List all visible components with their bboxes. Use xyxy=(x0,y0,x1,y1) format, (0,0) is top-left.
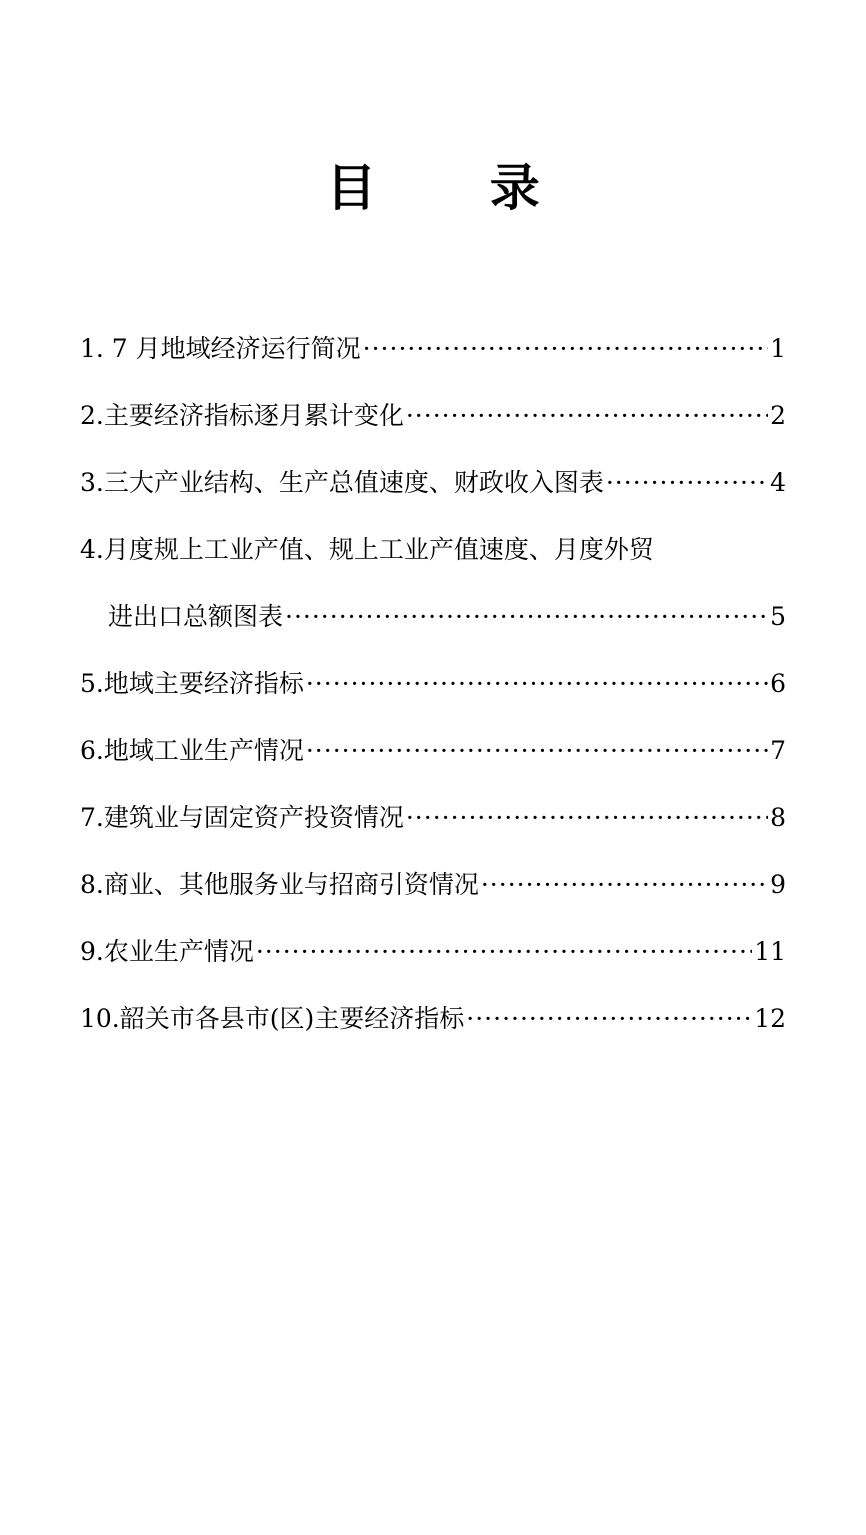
toc-entry-page: 9 xyxy=(770,870,786,899)
toc-entry-label: 4.月度规上工业产值、规上工业产值速度、月度外贸 xyxy=(80,535,654,564)
dot-leader xyxy=(256,918,752,985)
toc-entry-page: 5 xyxy=(770,602,786,631)
toc-entry-1[interactable] xyxy=(80,315,786,382)
toc-entry-page: 1 xyxy=(770,334,786,363)
dot-leader xyxy=(481,851,768,918)
toc-entry-label-continued: 进出口总额图表 xyxy=(108,602,284,631)
toc-entry-label: 7.建筑业与固定资产投资情况 xyxy=(80,803,404,832)
toc-entry-10[interactable] xyxy=(80,985,786,1052)
toc-entry-label: 9.农业生产情况 xyxy=(80,937,254,966)
toc-entry-label: 10.韶关市各县市(区)主要经济指标 xyxy=(80,1004,465,1033)
dot-leader xyxy=(363,315,768,382)
dot-leader xyxy=(306,717,768,784)
toc-entry-page: 2 xyxy=(770,401,786,430)
toc-entry-4-continued[interactable] xyxy=(80,583,786,650)
toc-entry-label: 5.地域主要经济指标 xyxy=(80,669,304,698)
toc-entry-2[interactable] xyxy=(80,382,786,449)
dot-leader xyxy=(466,985,752,1052)
dot-leader xyxy=(406,382,768,449)
table-of-contents xyxy=(80,315,786,1052)
toc-entry-label: 2.主要经济指标逐月累计变化 xyxy=(80,401,404,430)
toc-entry-page: 8 xyxy=(770,803,786,832)
toc-entry-5[interactable] xyxy=(80,650,786,717)
toc-entry-7[interactable] xyxy=(80,784,786,851)
toc-entry-page: 6 xyxy=(770,669,786,698)
toc-entry-label: 6.地域工业生产情况 xyxy=(80,736,304,765)
dot-leader xyxy=(406,784,768,851)
toc-entry-page: 12 xyxy=(754,1004,786,1033)
toc-entry-label: 1. 7 月地域经济运行简况 xyxy=(80,334,361,363)
toc-entry-3[interactable] xyxy=(80,449,786,516)
toc-entry-label: 8.商业、其他服务业与招商引资情况 xyxy=(80,870,479,899)
dot-leader xyxy=(606,449,768,516)
toc-entry-page: 4 xyxy=(770,468,786,497)
toc-entry-8[interactable] xyxy=(80,851,786,918)
toc-entry-9[interactable] xyxy=(80,918,786,985)
toc-entry-6[interactable] xyxy=(80,717,786,784)
page-title: 目 录 xyxy=(326,158,588,217)
dot-leader xyxy=(306,650,768,717)
toc-entry-page: 7 xyxy=(770,736,786,765)
dot-leader xyxy=(285,583,768,650)
toc-entry-4[interactable] xyxy=(80,516,786,583)
toc-entry-page: 11 xyxy=(754,937,786,966)
toc-entry-label: 3.三大产业结构、生产总值速度、财政收入图表 xyxy=(80,468,604,497)
